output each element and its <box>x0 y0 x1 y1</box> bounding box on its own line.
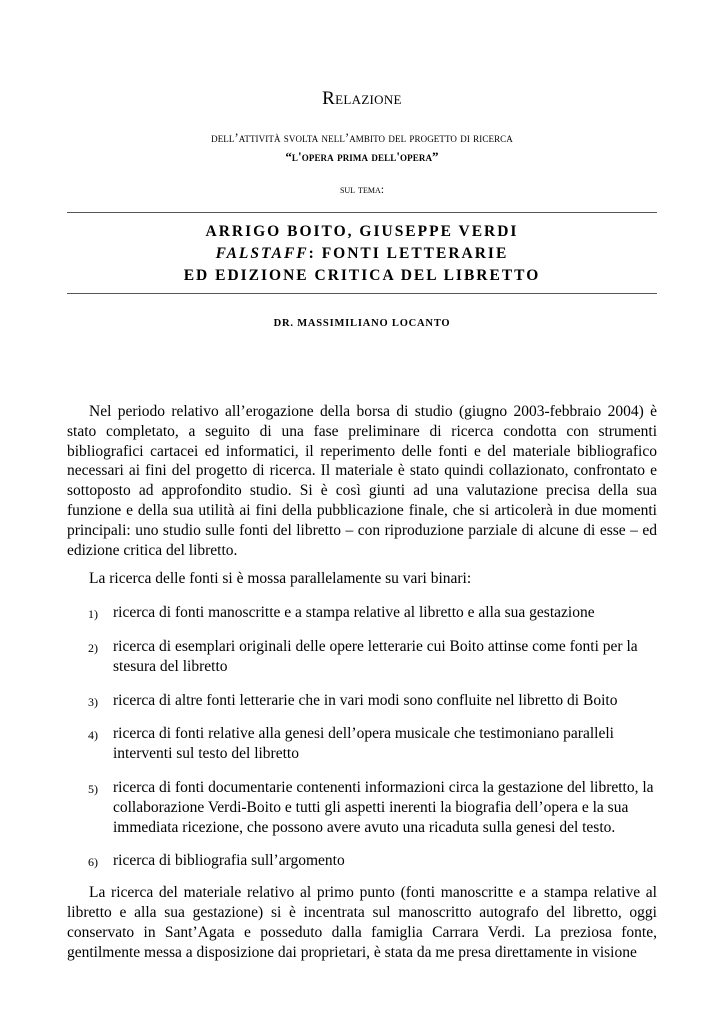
body-paragraph-2: La ricerca del materiale relativo al primo punto (fonti manoscritte e a stampa relative al libretto e alla sua gestazione) si è incentrata sul manoscritto autografo del libretto, oggi conservato in Sant’Agata e posseduto dalla famiglia Carrara Verdi. La preziosa fonte, gentilmente messa a disposizione dai proprietari, è stata da me presa direttamente in visione <box>67 884 657 961</box>
list-item-number: 2) <box>88 640 98 655</box>
topic-line-2-italic: FALSTAFF <box>215 245 309 262</box>
list-item-text: ricerca di bibliografia sull’argomento <box>113 852 345 870</box>
subtitle-text: dell’attività svolta nell’ambito del progetto di ricerca <box>211 131 513 145</box>
author-text: DR. MASSIMILIANO LOCANTO <box>273 318 451 329</box>
list-item <box>67 637 657 677</box>
project-name <box>67 149 657 165</box>
body-paragraph-1: Nel periodo relativo all’erogazione della borsa di studio (giugno 2003-febbraio 2004) è stato completato, a seguito di una fase preliminare di ricerca condotta con strumenti bibliografici cartacei ed informatici, il reperimento delle fonti e del materiale bibliografico necessari ai fini del progetto di ricerca. Il materiale è stato quindi collazionato, confrontato e sottoposto ad approfondito studio. Si è così giunti ad una valutazione precisa della sua funzione e della sua utilità ai fini della pubblicazione finale, che si articolerà in due momenti principali: uno studio sulle fonti del libretto – con riproduzione parziale di alcune di esse – ed edizione critica del libretto. <box>67 403 657 559</box>
list-item-number: 5) <box>88 781 98 796</box>
topic-line-3-text: ED EDIZIONE CRITICA DEL LIBRETTO <box>183 267 541 284</box>
title-text: Relazione <box>322 88 402 109</box>
list-item <box>67 691 657 711</box>
topic-line-2-text: : FONTI LETTERARIE <box>308 245 509 262</box>
list-item <box>67 724 657 764</box>
list-item-text: ricerca di altre fonti letterarie che in vari modi sono confluite nel libretto di Boito <box>113 691 618 709</box>
list-item-number: 1) <box>88 607 98 622</box>
list-item-text: ricerca di fonti relative alla genesi dell’opera musicale che testimoniano paralleli interventi sul testo del libretto <box>113 725 614 763</box>
research-list <box>67 603 657 871</box>
list-item-number: 4) <box>88 728 98 743</box>
top-divider <box>67 212 657 213</box>
bottom-divider <box>67 293 657 294</box>
list-item <box>67 851 657 871</box>
theme-label <box>67 182 657 197</box>
list-item-text: ricerca di esemplari originali delle opere letterarie cui Boito attinse come fonti per la stesura del libretto <box>113 637 638 675</box>
list-item-number: 3) <box>88 694 98 709</box>
topic-line-1 <box>67 223 657 241</box>
theme-text: sul tema: <box>339 182 385 196</box>
list-item <box>67 778 657 837</box>
author-name <box>67 318 657 329</box>
document-title <box>67 88 657 110</box>
list-item <box>67 603 657 623</box>
topic-line-2 <box>67 245 657 263</box>
list-item-text: ricerca di fonti documentarie contenenti informazioni circa la gestazione del libretto, la collaborazione Verdi-Boito e tutti gli aspetti inerenti la biografia dell’opera e la sua immediata ricezione, che possono avere avuto una ricaduta sulla genesi del testo. <box>113 778 654 836</box>
list-item-text: ricerca di fonti manoscritte e a stampa relative al libretto e alla sua gestazione <box>113 604 595 622</box>
list-intro: La ricerca delle fonti si è mossa parallelamente su vari binari: <box>89 570 472 588</box>
document-body <box>67 402 657 962</box>
topic-line-3 <box>67 267 657 285</box>
topic-line-1-text: ARRIGO BOITO, GIUSEPPE VERDI <box>205 223 519 240</box>
document-subtitle <box>67 131 657 146</box>
project-text: “l'opera prima dell'opera” <box>285 149 439 164</box>
list-item-number: 6) <box>88 855 98 870</box>
